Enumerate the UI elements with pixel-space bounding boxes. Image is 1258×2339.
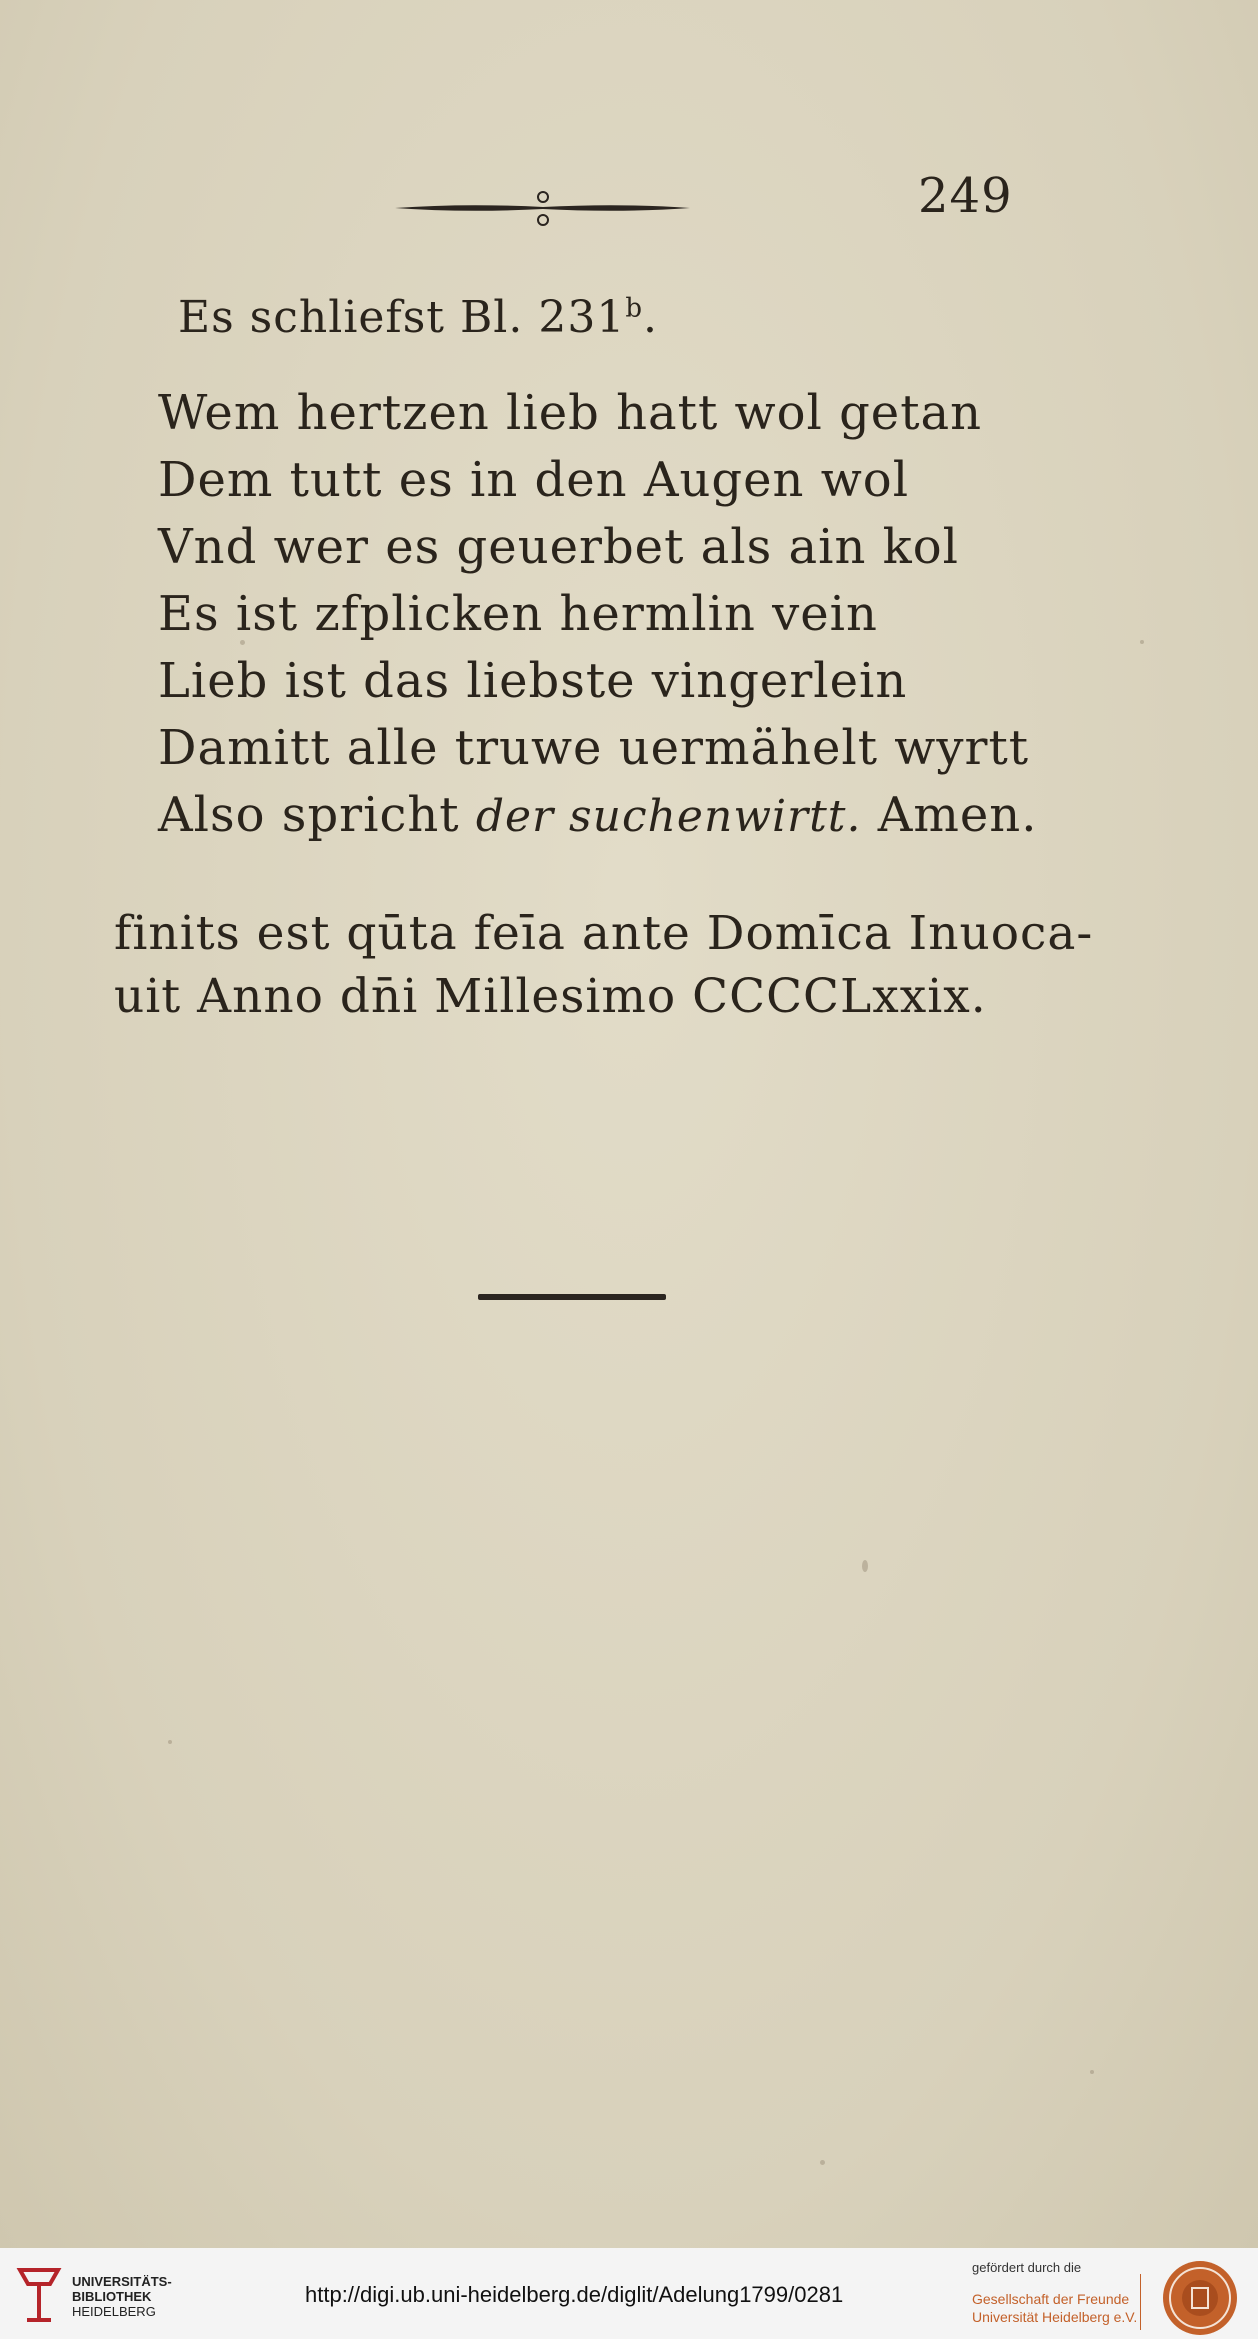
verse-line: Damitt alle truwe uermähelt wyrtt bbox=[158, 720, 1030, 776]
sponsor-label: gefördert durch die bbox=[972, 2260, 1082, 2275]
verse-line: Wem hertzen lieb hatt wol getan bbox=[158, 385, 983, 441]
horizontal-rule bbox=[478, 1294, 666, 1300]
ornament-divider bbox=[395, 188, 690, 228]
verse-line: Vnd wer es geuerbet als ain kol bbox=[158, 519, 959, 575]
verse-line: Lieb ist das liebste vingerlein bbox=[158, 653, 908, 709]
page-number: 249 bbox=[918, 168, 1013, 224]
library-name: UNIVERSITÄTS- BIBLIOTHEK HEIDELBERG bbox=[72, 2274, 172, 2319]
verse-line: Dem tutt es in den Augen wol bbox=[158, 452, 910, 508]
university-seal-icon bbox=[1160, 2258, 1240, 2338]
colophon bbox=[114, 902, 1093, 1028]
verse-line: Es ist zfplicken hermlin vein bbox=[158, 586, 878, 642]
sponsor-name[interactable]: Gesellschaft der Freunde Universität Heidelberg e.V. bbox=[972, 2291, 1138, 2325]
verse-block bbox=[158, 380, 1037, 850]
permalink-url[interactable]: http://digi.ub.uni-heidelberg.de/diglit/Adelung1799/0281 bbox=[305, 2282, 844, 2307]
colophon-line: finits est qūta feīa ante Domīca Inuoca- bbox=[114, 906, 1094, 961]
verse-line-final: Also spricht der suchenwirtt. Amen. bbox=[158, 787, 1038, 843]
library-logo-icon bbox=[14, 2262, 64, 2326]
section-heading: Es schliefst Bl. 231$^b$. bbox=[178, 292, 658, 343]
viewer-footer bbox=[0, 2248, 1258, 2339]
colophon-line: uit Anno dn̄i Millesimo CCCCLxxix. bbox=[114, 969, 987, 1024]
footer-divider bbox=[1140, 2274, 1141, 2330]
